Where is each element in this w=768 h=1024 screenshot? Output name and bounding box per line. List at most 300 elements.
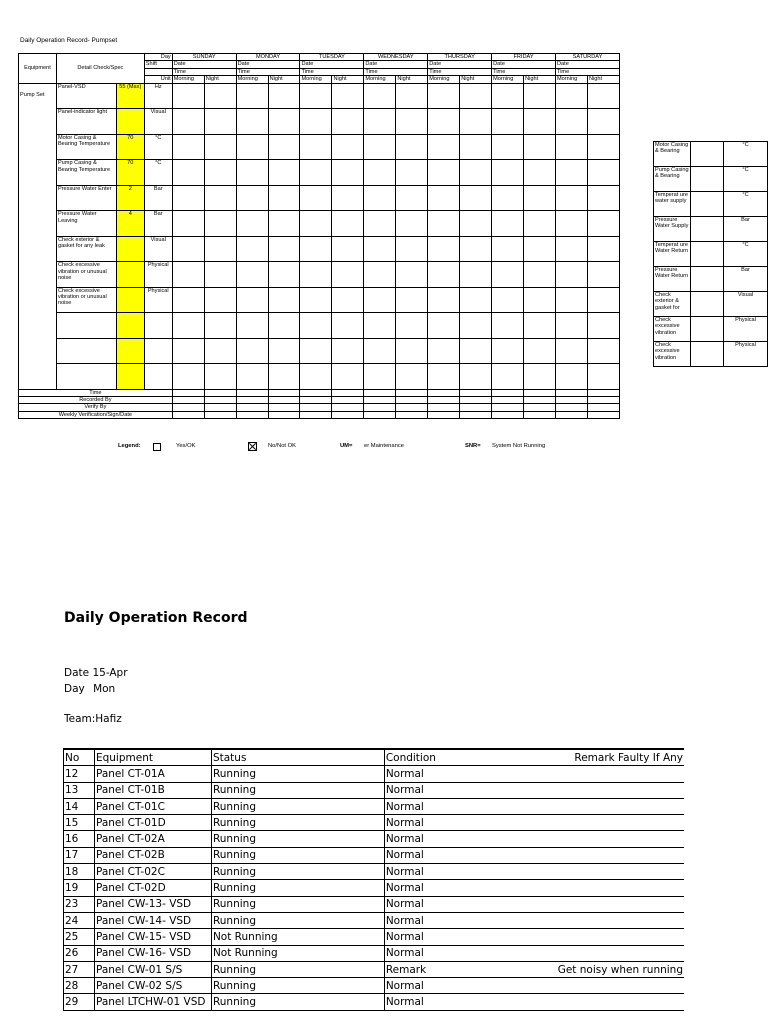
entry-cell[interactable] <box>524 109 556 135</box>
record-column-header: Condition <box>384 749 556 766</box>
entry-cell[interactable] <box>172 160 204 186</box>
entry-cell[interactable] <box>364 313 396 339</box>
entry-cell[interactable] <box>396 160 428 186</box>
entry-cell[interactable] <box>172 185 204 211</box>
record-column-header: No <box>64 749 95 766</box>
entry-cell[interactable] <box>396 185 428 211</box>
entry-cell[interactable] <box>396 287 428 313</box>
entry-cell[interactable] <box>460 338 492 364</box>
entry-cell[interactable] <box>492 313 524 339</box>
entry-cell[interactable] <box>460 160 492 186</box>
footer-cell[interactable] <box>300 389 332 396</box>
legend-yes: Yes/OK <box>176 443 196 449</box>
entry-cell[interactable] <box>460 236 492 262</box>
entry-cell[interactable] <box>396 313 428 339</box>
footer-label: Recorded By <box>19 397 173 404</box>
side-check-table <box>653 141 768 367</box>
entry-cell[interactable] <box>428 185 460 211</box>
entry-cell[interactable] <box>428 236 460 262</box>
day-header: MONDAY <box>236 54 300 61</box>
entry-cell[interactable] <box>204 364 236 390</box>
entry-cell[interactable] <box>460 287 492 313</box>
entry-cell[interactable] <box>460 185 492 211</box>
footer-cell[interactable] <box>268 411 300 418</box>
entry-cell[interactable] <box>524 236 556 262</box>
footer-cell[interactable] <box>492 404 524 411</box>
footer-cell[interactable] <box>300 411 332 418</box>
entry-cell[interactable] <box>332 236 364 262</box>
footer-cell[interactable] <box>236 389 268 396</box>
entry-cell[interactable] <box>492 338 524 364</box>
time-cell: Time <box>555 68 619 75</box>
entry-cell[interactable] <box>492 262 524 288</box>
entry-cell[interactable] <box>332 83 364 109</box>
entry-cell[interactable] <box>555 313 587 339</box>
entry-cell[interactable] <box>364 185 396 211</box>
entry-cell[interactable] <box>204 134 236 160</box>
entry-cell[interactable] <box>204 338 236 364</box>
record-remark <box>557 864 684 880</box>
entry-cell[interactable] <box>332 211 364 237</box>
entry-cell[interactable] <box>587 313 619 339</box>
entry-cell[interactable] <box>492 83 524 109</box>
footer-cell[interactable] <box>268 389 300 396</box>
footer-cell[interactable] <box>460 397 492 404</box>
record-status: Running <box>211 798 384 814</box>
entry-cell[interactable] <box>396 83 428 109</box>
record-no: 23 <box>64 896 95 912</box>
entry-cell[interactable] <box>332 109 364 135</box>
entry-cell[interactable] <box>492 364 524 390</box>
footer-cell[interactable] <box>492 411 524 418</box>
entry-cell[interactable] <box>300 134 332 160</box>
record-remark <box>557 912 684 928</box>
entry-cell[interactable] <box>428 83 460 109</box>
entry-cell[interactable] <box>428 313 460 339</box>
footer-cell[interactable] <box>555 404 587 411</box>
entry-cell[interactable] <box>587 236 619 262</box>
entry-cell[interactable] <box>236 109 268 135</box>
entry-cell[interactable] <box>204 262 236 288</box>
entry-cell[interactable] <box>428 109 460 135</box>
footer-cell[interactable] <box>204 389 236 396</box>
footer-cell[interactable] <box>172 389 204 396</box>
check-row <box>19 109 620 135</box>
entry-cell[interactable] <box>172 83 204 109</box>
footer-cell[interactable] <box>460 389 492 396</box>
entry-cell[interactable] <box>364 160 396 186</box>
side-row <box>654 267 768 292</box>
side-entry[interactable] <box>691 192 724 217</box>
entry-cell[interactable] <box>587 262 619 288</box>
entry-cell[interactable] <box>555 262 587 288</box>
entry-cell[interactable] <box>172 364 204 390</box>
entry-cell[interactable] <box>524 262 556 288</box>
side-entry[interactable] <box>691 292 724 317</box>
entry-cell[interactable] <box>524 160 556 186</box>
footer-cell[interactable] <box>460 411 492 418</box>
footer-cell[interactable] <box>332 411 364 418</box>
entry-cell[interactable] <box>555 134 587 160</box>
entry-cell[interactable] <box>587 160 619 186</box>
entry-cell[interactable] <box>332 313 364 339</box>
entry-cell[interactable] <box>268 287 300 313</box>
footer-cell[interactable] <box>396 411 428 418</box>
check-unit: Visual <box>144 236 172 262</box>
footer-cell[interactable] <box>332 404 364 411</box>
entry-cell[interactable] <box>364 338 396 364</box>
night-cell: Night <box>396 76 428 83</box>
header-unit: Unit <box>144 76 172 83</box>
entry-cell[interactable] <box>300 338 332 364</box>
entry-cell[interactable] <box>332 338 364 364</box>
entry-cell[interactable] <box>460 109 492 135</box>
footer-cell[interactable] <box>268 404 300 411</box>
check-row <box>19 236 620 262</box>
entry-cell[interactable] <box>587 185 619 211</box>
entry-cell[interactable] <box>332 287 364 313</box>
entry-cell[interactable] <box>268 338 300 364</box>
record-remark <box>557 766 684 782</box>
entry-cell[interactable] <box>268 313 300 339</box>
footer-cell[interactable] <box>524 404 556 411</box>
entry-cell[interactable] <box>364 83 396 109</box>
check-detail: Check excessive vibration or unusual noise <box>56 262 116 288</box>
entry-cell[interactable] <box>268 109 300 135</box>
record-equipment: Panel CT-01B <box>94 782 211 798</box>
night-cell: Night <box>204 76 236 83</box>
entry-cell[interactable] <box>587 211 619 237</box>
entry-cell[interactable] <box>428 364 460 390</box>
entry-cell[interactable] <box>524 211 556 237</box>
footer-cell[interactable] <box>587 411 619 418</box>
footer-cell[interactable] <box>332 397 364 404</box>
footer-cell[interactable] <box>268 397 300 404</box>
entry-cell[interactable] <box>587 364 619 390</box>
day-header: THURSDAY <box>428 54 492 61</box>
entry-cell[interactable] <box>172 134 204 160</box>
footer-cell[interactable] <box>555 411 587 418</box>
entry-cell[interactable] <box>460 313 492 339</box>
footer-cell[interactable] <box>492 397 524 404</box>
entry-cell[interactable] <box>300 211 332 237</box>
entry-cell[interactable] <box>236 185 268 211</box>
entry-cell[interactable] <box>364 109 396 135</box>
footer-cell[interactable] <box>587 389 619 396</box>
entry-cell[interactable] <box>492 185 524 211</box>
entry-cell[interactable] <box>300 83 332 109</box>
footer-cell[interactable] <box>364 404 396 411</box>
entry-cell[interactable] <box>428 134 460 160</box>
footer-cell[interactable] <box>300 404 332 411</box>
footer-cell[interactable] <box>460 404 492 411</box>
legend-no: No/Not OK <box>268 443 297 449</box>
header-equipment: Equipment <box>19 54 57 84</box>
record-status: Running <box>211 978 384 994</box>
footer-cell[interactable] <box>428 411 460 418</box>
side-detail: Pressure Water Return <box>654 267 691 292</box>
entry-cell[interactable] <box>364 364 396 390</box>
entry-cell[interactable] <box>492 109 524 135</box>
entry-cell[interactable] <box>204 83 236 109</box>
entry-cell[interactable] <box>300 262 332 288</box>
footer-cell[interactable] <box>300 397 332 404</box>
entry-cell[interactable] <box>300 287 332 313</box>
entry-cell[interactable] <box>236 262 268 288</box>
entry-cell[interactable] <box>172 262 204 288</box>
footer-cell[interactable] <box>524 397 556 404</box>
entry-cell[interactable] <box>428 287 460 313</box>
side-entry[interactable] <box>691 142 724 167</box>
entry-cell[interactable] <box>396 211 428 237</box>
entry-cell[interactable] <box>364 134 396 160</box>
entry-cell[interactable] <box>332 185 364 211</box>
entry-cell[interactable] <box>332 160 364 186</box>
footer-label: Weekly Verification/Sign/Date <box>19 411 173 418</box>
entry-cell[interactable] <box>300 185 332 211</box>
entry-cell[interactable] <box>396 262 428 288</box>
footer-cell[interactable] <box>332 389 364 396</box>
entry-cell[interactable] <box>364 236 396 262</box>
entry-cell[interactable] <box>268 83 300 109</box>
footer-cell[interactable] <box>428 404 460 411</box>
footer-cell[interactable] <box>236 411 268 418</box>
footer-cell[interactable] <box>492 389 524 396</box>
footer-cell[interactable] <box>555 389 587 396</box>
entry-cell[interactable] <box>555 364 587 390</box>
check-spec: 4 <box>116 211 144 237</box>
entry-cell[interactable] <box>332 364 364 390</box>
entry-cell[interactable] <box>492 287 524 313</box>
footer-cell[interactable] <box>364 397 396 404</box>
side-entry[interactable] <box>691 217 724 242</box>
footer-cell[interactable] <box>204 411 236 418</box>
footer-cell[interactable] <box>396 404 428 411</box>
check-unit: Visual <box>144 109 172 135</box>
side-unit: °C <box>724 242 768 267</box>
footer-cell[interactable] <box>555 397 587 404</box>
footer-cell[interactable] <box>204 404 236 411</box>
record-remark <box>557 896 684 912</box>
entry-cell[interactable] <box>268 262 300 288</box>
side-unit: Visual <box>724 292 768 317</box>
entry-cell[interactable] <box>524 134 556 160</box>
check-unit <box>144 364 172 390</box>
entry-cell[interactable] <box>332 134 364 160</box>
day-header: FRIDAY <box>492 54 556 61</box>
entry-cell[interactable] <box>460 83 492 109</box>
entry-cell[interactable] <box>460 134 492 160</box>
footer-cell[interactable] <box>236 397 268 404</box>
side-entry[interactable] <box>691 317 724 342</box>
header-row-days <box>19 54 620 61</box>
equipment-name: Pump Set <box>19 83 57 389</box>
entry-cell[interactable] <box>396 364 428 390</box>
table-row <box>64 978 685 994</box>
table-row <box>64 766 685 782</box>
record-equipment: Panel CT-02A <box>94 831 211 847</box>
day-header: TUESDAY <box>300 54 364 61</box>
entry-cell[interactable] <box>587 83 619 109</box>
entry-cell[interactable] <box>204 185 236 211</box>
footer-cell[interactable] <box>587 397 619 404</box>
table-row <box>64 880 685 896</box>
entry-cell[interactable] <box>460 262 492 288</box>
check-unit: Bar <box>144 185 172 211</box>
record-equipment: Panel CT-01C <box>94 798 211 814</box>
entry-cell[interactable] <box>300 313 332 339</box>
entry-cell[interactable] <box>396 338 428 364</box>
entry-cell[interactable] <box>300 236 332 262</box>
entry-cell[interactable] <box>555 109 587 135</box>
record-no: 19 <box>64 880 95 896</box>
footer-cell[interactable] <box>364 389 396 396</box>
entry-cell[interactable] <box>172 109 204 135</box>
entry-cell[interactable] <box>555 185 587 211</box>
footer-cell[interactable] <box>524 389 556 396</box>
footer-cell[interactable] <box>364 411 396 418</box>
entry-cell[interactable] <box>428 211 460 237</box>
footer-cell[interactable] <box>172 411 204 418</box>
footer-cell[interactable] <box>396 397 428 404</box>
entry-cell[interactable] <box>524 287 556 313</box>
entry-cell[interactable] <box>204 160 236 186</box>
check-row <box>19 185 620 211</box>
check-unit: °C <box>144 160 172 186</box>
entry-cell[interactable] <box>524 313 556 339</box>
entry-cell[interactable] <box>555 160 587 186</box>
entry-cell[interactable] <box>555 83 587 109</box>
record-remark: Get noisy when running <box>557 961 684 977</box>
entry-cell[interactable] <box>492 160 524 186</box>
entry-cell[interactable] <box>587 109 619 135</box>
entry-cell[interactable] <box>268 134 300 160</box>
entry-cell[interactable] <box>460 364 492 390</box>
record-status: Running <box>211 847 384 863</box>
entry-cell[interactable] <box>300 109 332 135</box>
check-spec <box>116 313 144 339</box>
entry-cell[interactable] <box>524 338 556 364</box>
side-detail: Temperat ure Water Return <box>654 242 691 267</box>
entry-cell[interactable] <box>236 313 268 339</box>
record-status: Running <box>211 961 384 977</box>
entry-cell[interactable] <box>204 109 236 135</box>
entry-cell[interactable] <box>236 338 268 364</box>
footer-cell[interactable] <box>428 389 460 396</box>
entry-cell[interactable] <box>524 364 556 390</box>
check-detail: Check excessive vibration or unusual noise <box>56 287 116 313</box>
footer-cell[interactable] <box>204 397 236 404</box>
side-entry[interactable] <box>691 242 724 267</box>
entry-cell[interactable] <box>204 211 236 237</box>
entry-cell[interactable] <box>204 236 236 262</box>
entry-cell[interactable] <box>268 185 300 211</box>
table-row <box>64 896 685 912</box>
entry-cell[interactable] <box>587 338 619 364</box>
entry-cell[interactable] <box>172 236 204 262</box>
entry-cell[interactable] <box>268 160 300 186</box>
entry-cell[interactable] <box>172 338 204 364</box>
entry-cell[interactable] <box>428 262 460 288</box>
entry-cell[interactable] <box>204 287 236 313</box>
entry-cell[interactable] <box>172 287 204 313</box>
entry-cell[interactable] <box>236 236 268 262</box>
entry-cell[interactable] <box>172 313 204 339</box>
entry-cell[interactable] <box>268 211 300 237</box>
entry-cell[interactable] <box>364 262 396 288</box>
entry-cell[interactable] <box>236 211 268 237</box>
record-equipment: Panel CT-02D <box>94 880 211 896</box>
side-entry[interactable] <box>691 342 724 367</box>
entry-cell[interactable] <box>204 313 236 339</box>
record-equipment: Panel CT-01A <box>94 766 211 782</box>
entry-cell[interactable] <box>172 211 204 237</box>
entry-cell[interactable] <box>364 211 396 237</box>
entry-cell[interactable] <box>587 287 619 313</box>
entry-cell[interactable] <box>492 236 524 262</box>
entry-cell[interactable] <box>364 287 396 313</box>
footer-cell[interactable] <box>587 404 619 411</box>
entry-cell[interactable] <box>524 185 556 211</box>
side-row <box>654 192 768 217</box>
footer-cell[interactable] <box>428 397 460 404</box>
check-detail: Panel-VSD <box>56 83 116 109</box>
check-spec: 70 <box>116 160 144 186</box>
entry-cell[interactable] <box>236 160 268 186</box>
record-remark <box>557 880 684 896</box>
footer-cell[interactable] <box>396 389 428 396</box>
entry-cell[interactable] <box>332 262 364 288</box>
entry-cell[interactable] <box>300 160 332 186</box>
entry-cell[interactable] <box>396 109 428 135</box>
footer-cell[interactable] <box>172 404 204 411</box>
entry-cell[interactable] <box>524 83 556 109</box>
entry-cell[interactable] <box>428 160 460 186</box>
entry-cell[interactable] <box>236 83 268 109</box>
entry-cell[interactable] <box>555 211 587 237</box>
entry-cell[interactable] <box>396 236 428 262</box>
entry-cell[interactable] <box>300 364 332 390</box>
check-detail: Check exterior & gasket for any leak <box>56 236 116 262</box>
check-spec: 2 <box>116 185 144 211</box>
record-no: 28 <box>64 978 95 994</box>
side-entry[interactable] <box>691 167 724 192</box>
entry-cell[interactable] <box>587 134 619 160</box>
footer-cell[interactable] <box>524 411 556 418</box>
side-entry[interactable] <box>691 267 724 292</box>
record-condition: Normal <box>384 782 556 798</box>
entry-cell[interactable] <box>492 211 524 237</box>
entry-cell[interactable] <box>396 134 428 160</box>
footer-label: Time <box>19 389 173 396</box>
footer-cell[interactable] <box>236 404 268 411</box>
entry-cell[interactable] <box>492 134 524 160</box>
footer-cell[interactable] <box>172 397 204 404</box>
night-cell: Night <box>460 76 492 83</box>
entry-cell[interactable] <box>268 236 300 262</box>
date-cell: Date <box>172 61 236 68</box>
entry-cell[interactable] <box>236 364 268 390</box>
entry-cell[interactable] <box>555 338 587 364</box>
entry-cell[interactable] <box>460 211 492 237</box>
entry-cell[interactable] <box>236 287 268 313</box>
entry-cell[interactable] <box>236 134 268 160</box>
entry-cell[interactable] <box>428 338 460 364</box>
entry-cell[interactable] <box>555 236 587 262</box>
entry-cell[interactable] <box>268 364 300 390</box>
entry-cell[interactable] <box>555 287 587 313</box>
check-row <box>19 160 620 186</box>
